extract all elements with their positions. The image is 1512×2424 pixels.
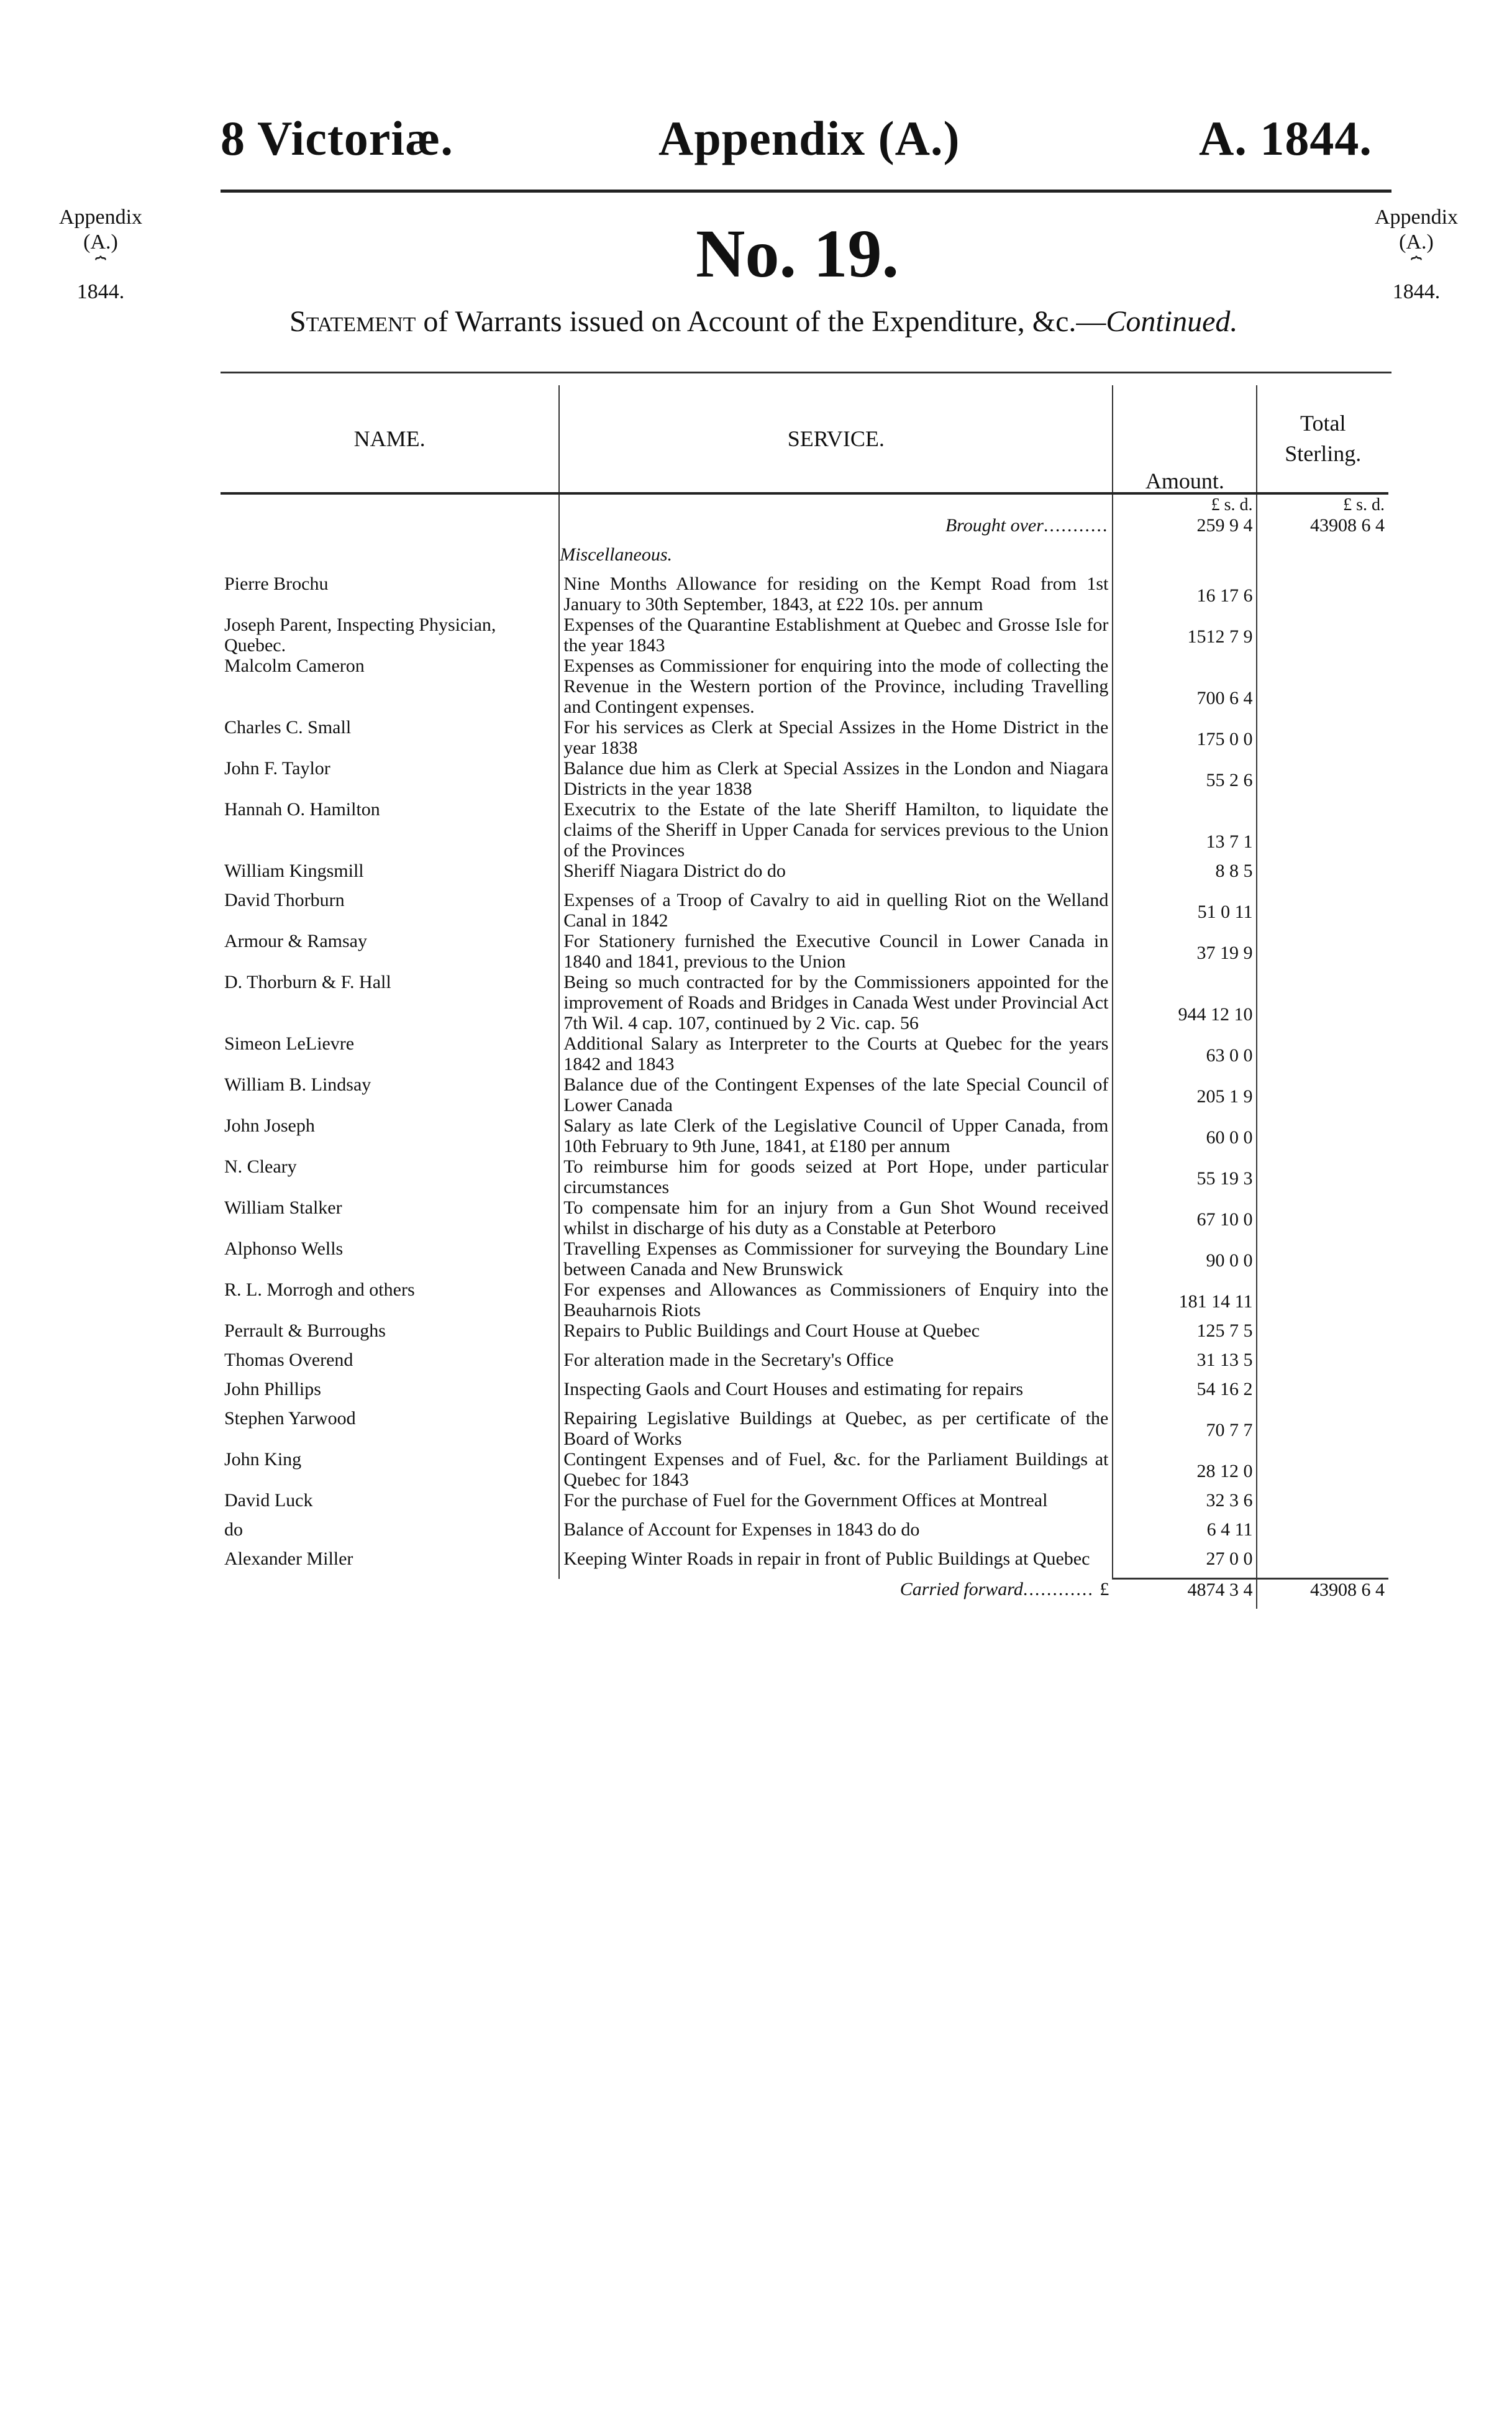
table-row (221, 1490, 1388, 1519)
row-name: N. Cleary (224, 1156, 297, 1177)
table-row (221, 972, 1388, 1033)
row-service: Expenses of the Quarantine Establishment at Quebec and Grosse Isle for the year 1843 (559, 615, 1113, 656)
row-name: Simeon LeLievre (224, 1033, 355, 1054)
row-service: Expenses as Commissioner for enquiring into the mode of collecting the Revenue in the Western portion of the Province, including Travelling and Contingent expenses. (559, 656, 1113, 717)
row-name: William Kingsmill (224, 861, 364, 881)
row-service: Balance due of the Contingent Expenses of the late Special Council of Lower Canada (559, 1074, 1113, 1115)
row-total (1257, 1115, 1388, 1156)
row-service: For expenses and Allowances as Commissioners of Enquiry into the Beauharnois Riots (559, 1279, 1113, 1320)
row-total (1257, 1279, 1388, 1320)
row-total (1257, 1379, 1388, 1408)
carried-forward-total: 43908 6 4 (1257, 1579, 1388, 1609)
row-amount: 27 0 0 (1113, 1548, 1257, 1579)
row-service: Nine Months Allowance for residing on the Kempt Road from 1st January to 30th September, 1843, at £22 10s. per annum (559, 574, 1113, 615)
margin-right-line2: (A.) (1399, 231, 1434, 254)
table-row (221, 1033, 1388, 1074)
section-row (221, 536, 1388, 574)
row-total (1257, 1074, 1388, 1115)
row-name: John F. Taylor (224, 758, 330, 779)
row-service: To compensate him for an injury from a Gun Shot Wound received whilst in discharge of his duty as a Constable at Peterboro (559, 1197, 1113, 1238)
row-total (1257, 861, 1388, 890)
table-row (221, 1379, 1388, 1408)
header-total-line1: Total (1300, 411, 1346, 436)
table-body (221, 493, 1388, 1579)
margin-right-line1: Appendix (1374, 206, 1459, 229)
table-row (221, 890, 1388, 931)
carried-forward-amount: 4874 3 4 (1113, 1579, 1257, 1609)
row-amount: 63 0 0 (1113, 1033, 1257, 1074)
row-service: Balance of Account for Expenses in 1843 do do (559, 1519, 1113, 1548)
row-name: Charles C. Small (224, 717, 352, 738)
header-service: SERVICE. (559, 385, 1113, 493)
brought-over-label: Brought over (945, 515, 1044, 536)
margin-right-year: 1844. (1392, 280, 1441, 303)
row-amount: 32 3 6 (1113, 1490, 1257, 1519)
table-row (221, 1350, 1388, 1379)
row-amount: 125 7 5 (1113, 1320, 1257, 1350)
header-left: 8 Victoriæ. (221, 111, 453, 165)
table-row (221, 1074, 1388, 1115)
row-total (1257, 1197, 1388, 1238)
row-total (1257, 1033, 1388, 1074)
row-amount: 67 10 0 (1113, 1197, 1257, 1238)
row-service: Expenses of a Troop of Cavalry to aid in quelling Riot on the Welland Canal in 1842 (559, 890, 1113, 931)
row-service: Additional Salary as Interpreter to the Courts at Quebec for the years 1842 and 1843 (559, 1033, 1113, 1074)
brought-over-row: Brought over........... 259 9 4 43908 6 4 (221, 515, 1388, 536)
table-row (221, 758, 1388, 799)
row-name: Joseph Parent, Inspecting Physician, Quebec. (224, 615, 496, 656)
row-amount: 944 12 10 (1113, 972, 1257, 1033)
row-service: Executrix to the Estate of the late Sheriff Hamilton, to liquidate the claims of the Sheriff in Upper Canada for services previous to the Union of the Provinces (559, 799, 1113, 861)
row-amount: 31 13 5 (1113, 1350, 1257, 1379)
row-service: Salary as late Clerk of the Legislative Council of Upper Canada, from 10th February to 9th June, 1841, at £180 per annum (559, 1115, 1113, 1156)
row-amount: 1512 7 9 (1113, 615, 1257, 656)
table-row (221, 1449, 1388, 1490)
row-service: Sheriff Niagara District do do (559, 861, 1113, 890)
margin-right-brace: ⏞ (1411, 257, 1422, 277)
brought-over-total: 43908 6 4 (1310, 515, 1385, 536)
table-row (221, 1156, 1388, 1197)
row-name: Armour & Ramsay (224, 931, 367, 951)
row-service: Keeping Winter Roads in repair in front of Public Buildings at Quebec (559, 1548, 1113, 1579)
table-row (221, 1519, 1388, 1548)
row-amount: 55 2 6 (1113, 758, 1257, 799)
warrants-table (221, 385, 1388, 1609)
row-amount: 37 19 9 (1113, 931, 1257, 972)
row-total (1257, 1320, 1388, 1350)
row-name: William Stalker (224, 1197, 342, 1218)
table-row (221, 615, 1388, 656)
row-total (1257, 615, 1388, 656)
row-total (1257, 1238, 1388, 1279)
row-total (1257, 972, 1388, 1033)
header-name: NAME. (221, 385, 559, 493)
row-amount: 13 7 1 (1113, 799, 1257, 861)
row-service: Repairing Legislative Buildings at Quebec, as per certificate of the Board of Works (559, 1408, 1113, 1449)
header-center: Appendix (A.) (658, 111, 960, 165)
row-name: John Phillips (224, 1379, 321, 1399)
carried-forward-currency: £ (1100, 1578, 1109, 1599)
row-service: For alteration made in the Secretary's Office (559, 1350, 1113, 1379)
row-name: John Joseph (224, 1115, 315, 1136)
row-amount: 700 6 4 (1113, 656, 1257, 717)
row-amount: 205 1 9 (1113, 1074, 1257, 1115)
row-amount: 6 4 11 (1113, 1519, 1257, 1548)
row-amount: 175 0 0 (1113, 717, 1257, 758)
carried-forward-row: Carried forward............ £ 4874 3 4 43908 6 4 (221, 1579, 1388, 1609)
row-name: Pierre Brochu (224, 574, 329, 594)
table-row (221, 931, 1388, 972)
row-name: Perrault & Burroughs (224, 1320, 386, 1341)
row-service: Travelling Expenses as Commissioner for surveying the Boundary Line between Canada and New Brunswick (559, 1238, 1113, 1279)
row-name: Stephen Yarwood (224, 1408, 356, 1429)
row-amount: 51 0 11 (1113, 890, 1257, 931)
row-service: Contingent Expenses and of Fuel, &c. for the Parliament Buildings at Quebec for 1843 (559, 1449, 1113, 1490)
row-name: do (224, 1519, 243, 1540)
section-heading: Miscellaneous. (559, 536, 1113, 574)
table-row (221, 1548, 1388, 1579)
row-total (1257, 1490, 1388, 1519)
table-row (221, 656, 1388, 717)
row-name: Alexander Miller (224, 1548, 353, 1569)
table-row (221, 574, 1388, 615)
subtitle-rule (221, 372, 1391, 373)
margin-left-line1: Appendix (58, 206, 143, 229)
row-total (1257, 1408, 1388, 1449)
row-service: Repairs to Public Buildings and Court House at Quebec (559, 1320, 1113, 1350)
row-amount: 8 8 5 (1113, 861, 1257, 890)
row-total (1257, 656, 1388, 717)
row-name: John King (224, 1449, 302, 1470)
row-amount: 181 14 11 (1113, 1279, 1257, 1320)
table-row (221, 1238, 1388, 1279)
row-name: William B. Lindsay (224, 1074, 371, 1095)
row-total (1257, 1548, 1388, 1579)
row-service: For the purchase of Fuel for the Government Offices at Montreal (559, 1490, 1113, 1519)
row-name: D. Thorburn & F. Hall (224, 972, 391, 992)
row-amount: 54 16 2 (1113, 1379, 1257, 1408)
row-service: To reimburse him for goods seized at Port Hope, under particular circumstances (559, 1156, 1113, 1197)
table-row (221, 717, 1388, 758)
row-amount: 60 0 0 (1113, 1115, 1257, 1156)
row-total (1257, 1156, 1388, 1197)
row-service: Inspecting Gaols and Court Houses and estimating for repairs (559, 1379, 1113, 1408)
subtitle-statement: Statement (289, 305, 416, 338)
row-amount: 28 12 0 (1113, 1449, 1257, 1490)
row-total (1257, 890, 1388, 931)
row-total (1257, 1519, 1388, 1548)
header-total-line2: Sterling. (1285, 441, 1362, 466)
row-total (1257, 758, 1388, 799)
carried-forward-label: Carried forward (899, 1578, 1023, 1599)
row-total (1257, 717, 1388, 758)
row-service: Balance due him as Clerk at Special Assizes in the London and Niagara Districts in the year 1838 (559, 758, 1113, 799)
header-rule (221, 190, 1391, 193)
row-name: R. L. Morrogh and others (224, 1279, 415, 1300)
row-name: Malcolm Cameron (224, 656, 365, 676)
brought-over-amount: 259 9 4 (1113, 515, 1257, 536)
subtitle-continued: Continued. (1106, 305, 1238, 338)
row-amount: 55 19 3 (1113, 1156, 1257, 1197)
row-total (1257, 1350, 1388, 1379)
row-name: David Thorburn (224, 890, 345, 910)
margin-note-right (1354, 205, 1478, 304)
table-header-row (221, 385, 1388, 493)
table-row (221, 1320, 1388, 1350)
document-number: No. 19. (696, 216, 899, 291)
row-total (1257, 931, 1388, 972)
header-amount: Amount. (1113, 385, 1257, 493)
table-row (221, 861, 1388, 890)
row-name: Alphonso Wells (224, 1238, 344, 1259)
row-service: For Stationery furnished the Executive Council in Lower Canada in 1840 and 1841, previous to the Union (559, 931, 1113, 972)
margin-left-line2: (A.) (83, 231, 118, 254)
row-total (1257, 799, 1388, 861)
row-name: Thomas Overend (224, 1350, 353, 1370)
row-name: Hannah O. Hamilton (224, 799, 380, 820)
row-amount: 70 7 7 (1113, 1408, 1257, 1449)
table-row (221, 799, 1388, 861)
table-row (221, 1197, 1388, 1238)
header-total (1257, 385, 1388, 493)
row-service: For his services as Clerk at Special Assizes in the Home District in the year 1838 (559, 717, 1113, 758)
margin-left-brace: ⏞ (95, 257, 106, 277)
row-name: David Luck (224, 1490, 313, 1511)
units-total: £ s. d. (1343, 495, 1385, 515)
row-amount: 90 0 0 (1113, 1238, 1257, 1279)
margin-left-year: 1844. (76, 280, 125, 303)
header-right: A. 1844. (1199, 111, 1372, 165)
units-amount: £ s. d. (1113, 493, 1257, 515)
margin-note-left (39, 205, 163, 304)
subtitle-rest: of Warrants issued on Account of the Expenditure, &c.— (416, 305, 1106, 338)
document-subtitle (289, 304, 1237, 339)
row-total (1257, 1449, 1388, 1490)
row-amount: 16 17 6 (1113, 574, 1257, 615)
table-row (221, 1408, 1388, 1449)
row-total (1257, 574, 1388, 615)
table-row (221, 1279, 1388, 1320)
table-row (221, 1115, 1388, 1156)
units-row (221, 493, 1388, 515)
row-service: Being so much contracted for by the Commissioners appointed for the improvement of Roads and Bridges in Canada West under Provincial Act 7th Wil. 4 cap. 107, continued by 2 Vic. cap. 56 (559, 972, 1113, 1033)
